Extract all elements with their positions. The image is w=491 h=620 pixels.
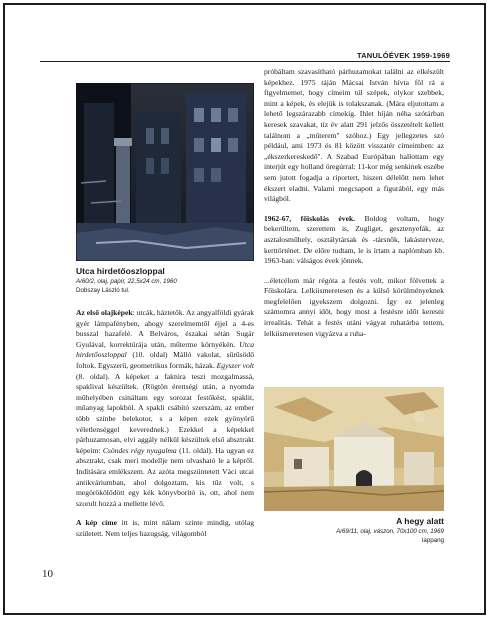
painting-1-art xyxy=(76,83,254,261)
painting-2-art xyxy=(264,387,444,511)
painting-2-title: A hegy alatt xyxy=(396,516,444,526)
painting-under-the-hill xyxy=(264,387,444,511)
painting-1-owner: Dobszay László tul. xyxy=(76,286,130,294)
page-number: 10 xyxy=(42,568,53,580)
paragraph-college-years: 1962-67, főiskolás évek. Boldog voltam, hogy bekerültem, szerettem is, Zugliget, gesztenyefák, az asztalosműhely, osztálytársak és -társnők, lakásterveze, kerttörténet. De előre tudtam, le is írtam a naplómban kb. 1963-ban: válságos évek jönnek. xyxy=(264,213,445,266)
header-rule xyxy=(40,61,450,62)
painting-2-caption xyxy=(264,516,444,545)
paragraph-picture-title: A kép címe itt is, mint nálam szinte mindig, utólag született. Nem teljes hazugság, világomból xyxy=(76,518,255,538)
paragraph-diary-quote: ...életcélom már régóta a festés volt, mikor fölvettek a Főiskolára. Lelkiismeretesen és a külső körülményeknek megfelelően igyekszem dolgozni. Így ez jelenleg számomra annyi időt, hogy most a festésre időt keresni irrealitás. Tehát a festés utáni vágyat ruhatárba tettem, lelkiismeretesen vigyázva a ruha- xyxy=(264,275,444,338)
painting-2-owner: lappang xyxy=(421,536,444,544)
right-column-text xyxy=(264,67,444,339)
painting-1-caption xyxy=(76,266,256,295)
paragraph-titles: próbáltam szavasítható párhuzamokat találni az elkészült képekhez. 1975 táján Mácsai István hívta föl rá a figyelmemet, hogy címeim túl szépek, olykor szebbek, mint a képek, és elejük is tolakszanak. (Mára eljutottam a lehető legszárazabb címekig. Ihlet híján néha szótárban keresek szavakat, tíz év alatt 291 jelzős összetételt kellett találnom a „műterem" szóhoz.) Egy jellegzetes szó például, ami 1973 és 81 között visszatér címeimben: az „ékszerkereskedő". A Szabad Európában hallottam egy interjút egy holland öregúrral: 11-kor még senkinek eszébe sem jutott fogadja a riportert, hiszen délelőtt nem lehet ékszert eladni. Valami megcsapott a figurából, egy más világból. xyxy=(264,67,444,204)
painting-street-with-advertising-column xyxy=(76,83,254,261)
running-header: TANULÓÉVEK 1959-1969 xyxy=(356,51,450,60)
painting-1-title: Utca hirdetőoszloppal xyxy=(76,266,165,276)
painting-1-meta: A/60/2, olaj, papír, 22,5x24 cm, 1960 xyxy=(76,277,177,285)
painting-2-meta: A/69/11, olaj, vászon, 70x100 cm, 1969 xyxy=(336,527,444,535)
left-column-text xyxy=(76,308,254,539)
paragraph-first-oil-paintings: Az első olajképek: utcák, háztetők. Az angyalföldi gyárak gyér lámpafényben, ahogy szerelmemtől éjjel a 4-es busszal hazafelé. A Belváros, északai sétán Sugár Gyulával, korrektúrája után, műterme környékén. Utca hirdetőoszloppal (10. oldal) Málló vakolat, sűrűsödő foltok. Egyszerű, geometrikus formák, házak. Egyszer volt (8. oldal). A képeket a faktúra teszi mozgalmassá, spaklival készültek. (Rögtön érettségi után, a nyomda műhelyében csináltam egy sorozat festőkést, spaklit, műanyag lapokból. A spakli csábító szerszám, az ember több színbe belekotor, s a képen ezek gyönyörű véletlenséggel keverednek.) Ezekkel a képekkel párhuzamosan, elvi aggály nélkül készültek első absztrakt képeim: Csöndes régy nyugalma (11. oldal). Ha ugyan ez absztrakt, csak meri modellje nem olvasható le a képről. Indítására emlékszem. Az azóta megszüntetett Váci utcai antikváriumban, ahol dolgoztam, kis tűz volt, s megörökölődött egy kék könyvborító is, ott, ahol nem szorult hozzá a mellette lévő. xyxy=(76,308,255,508)
